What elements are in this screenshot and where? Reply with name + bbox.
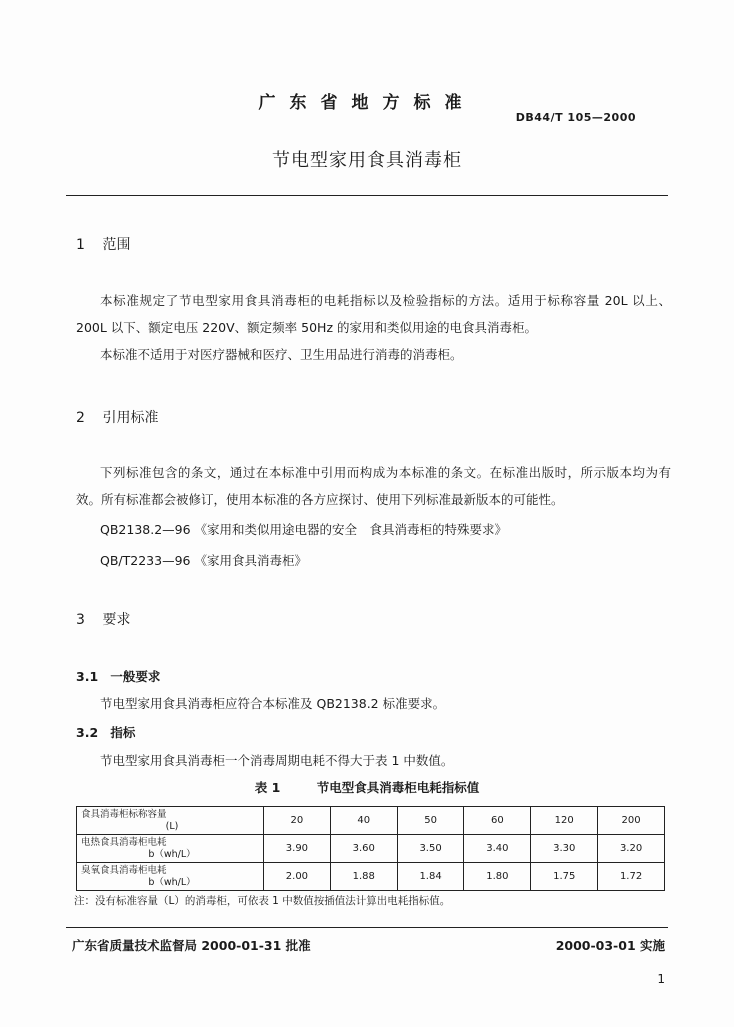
- row-header-line-2: (L): [165, 820, 179, 832]
- section-2-paragraph-1: 下列标准包含的条文，通过在本标准中引用而构成为本标准的条文。在标准出版时，所示版本均为有效。所有标准都会被修订，使用本标准的各方应探讨、使用下列标准最新版本的可能性。: [76, 465, 671, 507]
- table-note: 注：没有标准容量（L）的消毒柜，可依表 1 中数值按插值法计算出电耗指标值。: [74, 895, 451, 907]
- table-caption-title: 节电型食具消毒柜电耗指标值: [316, 780, 480, 795]
- table-row: [77, 835, 665, 863]
- table-cell: 3.60: [330, 835, 397, 863]
- section-1-paragraph-1: 本标准规定了节电型家用食具消毒柜的电耗指标以及检验指标的方法。适用于标称容量 20L 以上、200L 以下、额定电压 220V、额定频率 50Hz 的家用和类似用途的电食具消毒柜。: [76, 293, 671, 335]
- table-row: [77, 807, 665, 835]
- subsection-3-2-number: 3.2: [76, 725, 99, 740]
- footer-divider: [66, 927, 668, 928]
- table-caption: [0, 778, 734, 796]
- document-title: 节电型家用食具消毒柜: [272, 150, 462, 171]
- table-cell: 3.50: [397, 835, 464, 863]
- row-header-line-2: b（wh/L）: [148, 848, 196, 860]
- reference-1: QB2138.2—96 《家用和类似用途电器的安全 食具消毒柜的特殊要求》: [100, 522, 508, 537]
- section-2-number: 2: [76, 410, 85, 426]
- subsection-3-1-text: 节电型家用食具消毒柜应符合本标准及 QB2138.2 标准要求。: [100, 696, 446, 711]
- implementation-date: 2000-03-01 实施: [555, 938, 665, 953]
- table-cell: 3.40: [464, 835, 531, 863]
- standard-category-header: 广东省地方标准: [258, 93, 476, 113]
- table-cell: 1.88: [330, 863, 397, 891]
- subsection-3-2-heading: [76, 723, 135, 741]
- subsection-3-1-number: 3.1: [76, 669, 99, 684]
- section-2-heading: [76, 407, 158, 427]
- table-cell: 1.72: [598, 863, 665, 891]
- table-cell: 3.20: [598, 835, 665, 863]
- table-cell: 40: [330, 807, 397, 835]
- table-cell: 3.30: [531, 835, 598, 863]
- table-cell: 50: [397, 807, 464, 835]
- section-1-heading: [76, 234, 130, 254]
- table-cell: 200: [598, 807, 665, 835]
- reference-2: QB/T2233—96 《家用食具消毒柜》: [100, 553, 307, 568]
- row-header-line-2: b（wh/L）: [148, 876, 196, 888]
- table-cell: 1.84: [397, 863, 464, 891]
- title-divider: [66, 195, 668, 196]
- subsection-3-1-heading: [76, 667, 160, 685]
- subsection-3-1-title: 一般要求: [110, 669, 161, 684]
- table-row: [77, 863, 665, 891]
- table-cell: 1.80: [464, 863, 531, 891]
- power-consumption-table: [76, 806, 665, 891]
- table-row-header: [77, 863, 264, 891]
- row-header-line-1: 电热食具消毒柜电耗: [81, 836, 167, 848]
- row-header-line-1: 臭氧食具消毒柜电耗: [81, 864, 167, 876]
- row-header-line-1: 食具消毒柜标称容量: [81, 808, 167, 820]
- page-number: 1: [657, 972, 665, 986]
- subsection-3-2-title: 指标: [110, 725, 136, 740]
- table-row-header: [77, 807, 264, 835]
- section-3-heading: [76, 609, 130, 629]
- section-2-title: 引用标准: [102, 410, 159, 426]
- table-caption-label: 表 1: [254, 780, 281, 795]
- table-cell: 1.75: [531, 863, 598, 891]
- section-1-paragraph-2: 本标准不适用于对医疗器械和医疗、卫生用品进行消毒的消毒柜。: [100, 347, 463, 362]
- approval-statement: 广东省质量技术监督局 2000-01-31 批准: [72, 938, 311, 953]
- table-cell: 3.90: [264, 835, 331, 863]
- subsection-3-2-text: 节电型家用食具消毒柜一个消毒周期电耗不得大于表 1 中数值。: [100, 753, 454, 768]
- standard-number: DB44/T 105—2000: [515, 111, 636, 124]
- table-cell: 60: [464, 807, 531, 835]
- table-cell: 2.00: [264, 863, 331, 891]
- section-1-title: 范围: [102, 237, 131, 253]
- table-cell: 120: [531, 807, 598, 835]
- section-3-number: 3: [76, 612, 85, 628]
- section-3-title: 要求: [102, 612, 131, 628]
- section-1-number: 1: [76, 237, 85, 253]
- table-cell: 20: [264, 807, 331, 835]
- table-row-header: [77, 835, 264, 863]
